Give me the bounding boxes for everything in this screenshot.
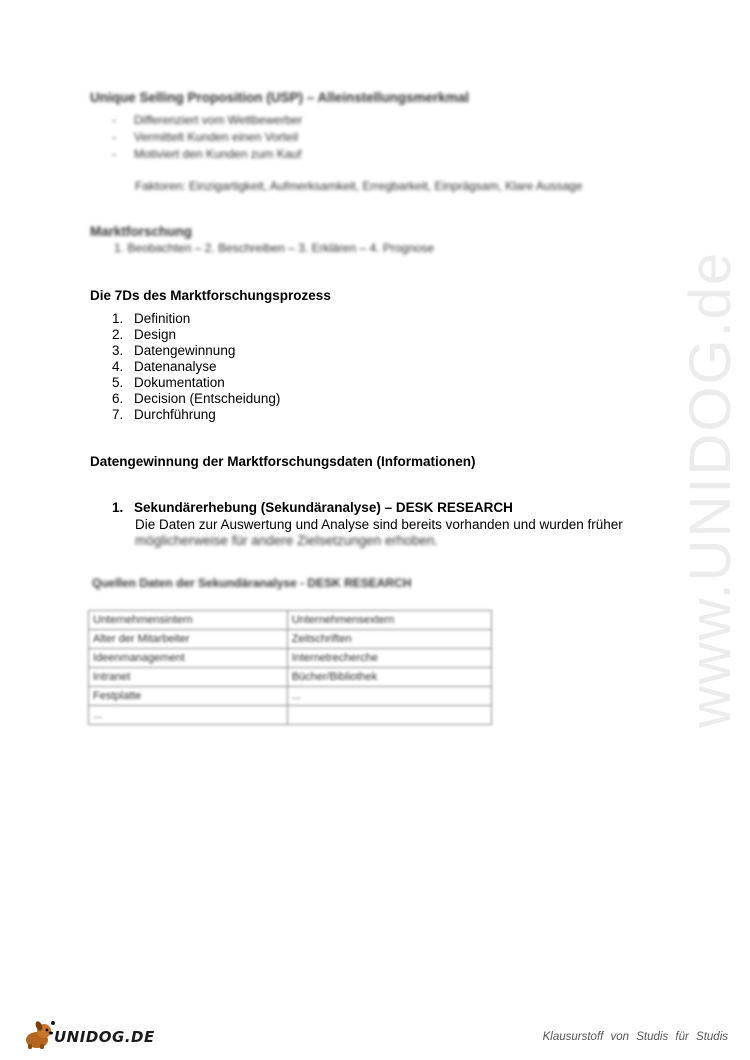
marktforschung-heading: Marktforschung xyxy=(90,224,193,239)
seven-ds-list xyxy=(112,311,280,423)
usp-factors: Faktoren: Einzigartigkeit, Aufmerksamkeit, Erregbarkeit, Einprägsam, Klare Aussage xyxy=(135,179,583,193)
seven-ds-item: 4. Datenanalyse xyxy=(112,359,217,374)
footer-tagline: Klausurstoff von Studis für Studis xyxy=(542,1031,728,1043)
description-line: Die Daten zur Auswertung und Analyse sind bereits vorhanden und wurden früher xyxy=(135,517,623,532)
quellen-table xyxy=(88,610,492,725)
table-header-row xyxy=(89,611,492,630)
table-cell: Internetrecherche xyxy=(287,649,491,668)
seven-ds-item: 2. Design xyxy=(112,327,177,342)
table-cell: ... xyxy=(89,706,288,725)
seven-ds-heading: Die 7Ds des Marktforschungsprozess xyxy=(90,288,331,303)
table-row xyxy=(89,649,492,668)
seven-ds-item: 6. Decision (Entscheidung) xyxy=(112,391,281,406)
marktforschung-steps: 1. Beobachten – 2. Beschreiben – 3. Erklären – 4. Prognose xyxy=(114,241,435,255)
logo-text: UNIDOG.DE xyxy=(54,1028,155,1046)
table-cell: Ideenmanagement xyxy=(89,649,288,668)
table-cell: Zeitschriften xyxy=(287,630,491,649)
seven-ds-item: 3. Datengewinnung xyxy=(112,343,236,358)
usp-heading: Unique Selling Proposition (USP) – Alleinstellungsmerkmal xyxy=(90,90,470,105)
seven-ds-item: 1. Definition xyxy=(112,311,191,326)
table-cell: Alter der Mitarbeiter xyxy=(89,630,288,649)
usp-bullet: - Motiviert den Kunden zum Kauf xyxy=(112,146,302,163)
usp-bullet: - Vermittelt Kunden einen Vorteil xyxy=(112,129,302,146)
quellen-heading: Quellen Daten der Sekundäranalyse - DESK RESEARCH xyxy=(92,576,412,590)
usp-bullet-list xyxy=(112,112,302,163)
sekundaererhebung-item xyxy=(112,500,513,516)
table-row xyxy=(89,706,492,725)
sekundaererhebung-description xyxy=(135,517,715,549)
watermark: www.UNIDOG.de xyxy=(678,250,743,728)
seven-ds-item: 5. Dokumentation xyxy=(112,375,225,390)
table-row xyxy=(89,687,492,706)
table-row xyxy=(89,630,492,649)
column-header: Unternehmensextern xyxy=(287,611,491,630)
table-cell: Intranet xyxy=(89,668,288,687)
item-number: 1. xyxy=(112,500,124,515)
table-cell: ... xyxy=(287,687,491,706)
usp-bullet: - Differenziert vom Wettbewerber xyxy=(112,112,302,129)
table-cell xyxy=(287,706,491,725)
table-cell: Bücher/Bibliothek xyxy=(287,668,491,687)
table-row xyxy=(89,668,492,687)
item-title: Sekundärerhebung (Sekundäranalyse) – DESK RESEARCH xyxy=(134,500,513,515)
dog-mascot-icon xyxy=(22,1020,56,1050)
column-header: Unternehmensintern xyxy=(89,611,288,630)
datengewinnung-heading: Datengewinnung der Marktforschungsdaten (Informationen) xyxy=(90,454,476,469)
unidog-logo xyxy=(22,1020,155,1050)
table-cell: Festplatte xyxy=(89,687,288,706)
description-line-blurred: möglicherweise für andere Zielsetzungen erhoben. xyxy=(135,533,439,548)
seven-ds-item: 7. Durchführung xyxy=(112,407,216,422)
